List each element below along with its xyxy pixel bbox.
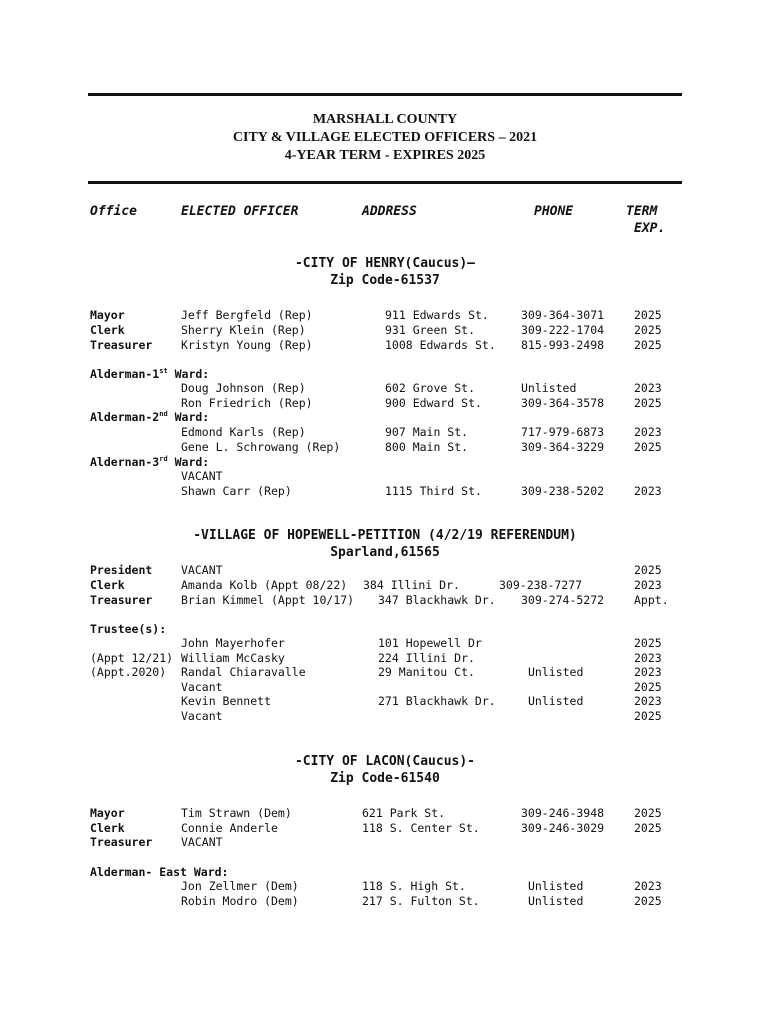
officer-name: Vacant <box>181 680 223 694</box>
term-exp: 2025 <box>634 821 662 835</box>
term-exp: 2025 <box>634 709 662 723</box>
term-exp: 2023 <box>634 665 662 679</box>
term-exp: 2023 <box>634 578 662 592</box>
col-term-exp: EXP. <box>634 221 666 236</box>
officer-address: 931 Green St. <box>385 323 476 337</box>
col-officer: ELECTED OFFICER <box>181 204 299 219</box>
term-exp: 2025 <box>634 440 662 454</box>
officer-name: Amanda Kolb (Appt 08/22) <box>181 578 348 592</box>
officer-name: Tim Strawn (Dem) <box>181 806 292 820</box>
officer-name: Sherry Klein (Rep) <box>181 323 306 337</box>
ward-label: Aldernan-3rd Ward: <box>90 455 210 469</box>
officer-address: 900 Edward St. <box>385 396 482 410</box>
officer-address: 101 Hopewell Dr <box>378 636 482 650</box>
term-exp: Appt. <box>634 593 669 607</box>
officer-address: 224 Illini Dr. <box>378 651 475 665</box>
trustees-label: Trustee(s): <box>90 622 167 636</box>
term-exp: 2023 <box>634 484 662 498</box>
officer-phone: 309-238-5202 <box>521 484 605 498</box>
officer-name: Vacant <box>181 709 223 723</box>
office-label: Treasurer <box>90 593 153 607</box>
officer-name: VACANT <box>181 563 223 577</box>
office-label: Clerk <box>90 578 125 592</box>
term-exp: 2025 <box>634 894 662 908</box>
office-label: Treasurer <box>90 835 153 849</box>
top-rule <box>88 93 682 96</box>
officer-name: Doug Johnson (Rep) <box>181 381 306 395</box>
lacon-title: -CITY OF LACON(Caucus)- <box>294 754 475 769</box>
officer-phone: 309-222-1704 <box>521 323 605 337</box>
office-label: Mayor <box>90 806 125 820</box>
county-title: MARSHALL COUNTY <box>312 112 458 127</box>
officer-phone: Unlisted <box>528 665 584 679</box>
officer-address: 907 Main St. <box>385 425 469 439</box>
office-label: Clerk <box>90 323 125 337</box>
office-label: President <box>90 563 153 577</box>
officer-name: John Mayerhofer <box>181 636 285 650</box>
officer-phone: Unlisted <box>521 381 577 395</box>
officer-name: VACANT <box>181 469 223 483</box>
officer-phone: 815-993-2498 <box>521 338 605 352</box>
officer-name: Ron Friedrich (Rep) <box>181 396 313 410</box>
term-exp: 2025 <box>634 323 662 337</box>
term-title: 4-YEAR TERM - EXPIRES 2025 <box>284 148 486 163</box>
officer-phone: Unlisted <box>528 694 584 708</box>
officer-address: 384 Illini Dr. <box>363 578 460 592</box>
ward-label: Alderman-2nd Ward: <box>90 410 210 424</box>
term-exp: 2025 <box>634 338 662 352</box>
term-exp: 2025 <box>634 636 662 650</box>
hopewell-zip: Sparland,61565 <box>330 545 440 560</box>
officer-name: Kristyn Young (Rep) <box>181 338 313 352</box>
officer-name: William McCasky <box>181 651 285 665</box>
header-rule <box>88 181 682 184</box>
ward-label: Alderman-1st Ward: <box>90 367 210 381</box>
officer-phone: 309-274-5272 <box>521 593 605 607</box>
officer-phone: Unlisted <box>528 879 584 893</box>
col-address: ADDRESS <box>362 204 417 219</box>
officer-name: Kevin Bennett <box>181 694 272 708</box>
officer-phone: 309-364-3071 <box>521 308 605 322</box>
term-exp: 2025 <box>634 806 662 820</box>
officer-name: Edmond Karls (Rep) <box>181 425 306 439</box>
term-exp: 2025 <box>634 563 662 577</box>
office-label: Treasurer <box>90 338 153 352</box>
officer-name: Connie Anderle <box>181 821 278 835</box>
col-term: TERM <box>626 204 658 219</box>
term-exp: 2023 <box>634 381 662 395</box>
lacon-zip: Zip Code-61540 <box>330 771 440 786</box>
term-exp: 2025 <box>634 308 662 322</box>
hopewell-title: -VILLAGE OF HOPEWELL-PETITION (4/2/19 REFERENDUM) <box>193 528 577 543</box>
officer-name: Jon Zellmer (Dem) <box>181 879 299 893</box>
officer-address: 1115 Third St. <box>385 484 482 498</box>
term-exp: 2023 <box>634 879 662 893</box>
term-exp: 2025 <box>634 680 662 694</box>
officer-name: VACANT <box>181 835 223 849</box>
officer-name: Jeff Bergfeld (Rep) <box>181 308 313 322</box>
officer-phone: 717-979-6873 <box>521 425 605 439</box>
officer-address: 118 S. High St. <box>362 879 466 893</box>
term-exp: 2023 <box>634 651 662 665</box>
officer-address: 29 Manitou Ct. <box>378 665 475 679</box>
officer-address: 602 Grove St. <box>385 381 476 395</box>
officer-address: 118 S. Center St. <box>362 821 480 835</box>
col-office: Office <box>90 204 137 219</box>
appointment-note: (Appt.2020) <box>90 665 167 679</box>
officer-name: Gene L. Schrowang (Rep) <box>181 440 341 454</box>
col-phone: PHONE <box>534 204 574 219</box>
appointment-note: (Appt 12/21) <box>90 651 174 665</box>
officer-address: 911 Edwards St. <box>385 308 489 322</box>
officer-address: 621 Park St. <box>362 806 446 820</box>
officer-phone: 309-246-3948 <box>521 806 605 820</box>
officer-phone: 309-246-3029 <box>521 821 605 835</box>
henry-zip: Zip Code-61537 <box>330 273 440 288</box>
officer-phone: 309-364-3578 <box>521 396 605 410</box>
officer-address: 347 Blackhawk Dr. <box>378 593 496 607</box>
henry-title: -CITY OF HENRY(Caucus)— <box>294 256 475 271</box>
ward-label: Alderman- East Ward: <box>90 865 229 879</box>
officer-phone: 309-238-7277 <box>499 578 583 592</box>
officer-name: Robin Modro (Dem) <box>181 894 299 908</box>
term-exp: 2023 <box>634 425 662 439</box>
officer-address: 217 S. Fulton St. <box>362 894 480 908</box>
term-exp: 2023 <box>634 694 662 708</box>
officer-address: 800 Main St. <box>385 440 469 454</box>
officer-name: Shawn Carr (Rep) <box>181 484 292 498</box>
officer-name: Brian Kimmel (Appt 10/17) <box>181 593 355 607</box>
officer-phone: 309-364-3229 <box>521 440 605 454</box>
document-title: CITY & VILLAGE ELECTED OFFICERS – 2021 <box>232 130 538 145</box>
term-exp: 2025 <box>634 396 662 410</box>
officer-name: Randal Chiaravalle <box>181 665 306 679</box>
officer-phone: Unlisted <box>528 894 584 908</box>
officer-address: 271 Blackhawk Dr. <box>378 694 496 708</box>
office-label: Clerk <box>90 821 125 835</box>
officer-address: 1008 Edwards St. <box>385 338 496 352</box>
office-label: Mayor <box>90 308 125 322</box>
